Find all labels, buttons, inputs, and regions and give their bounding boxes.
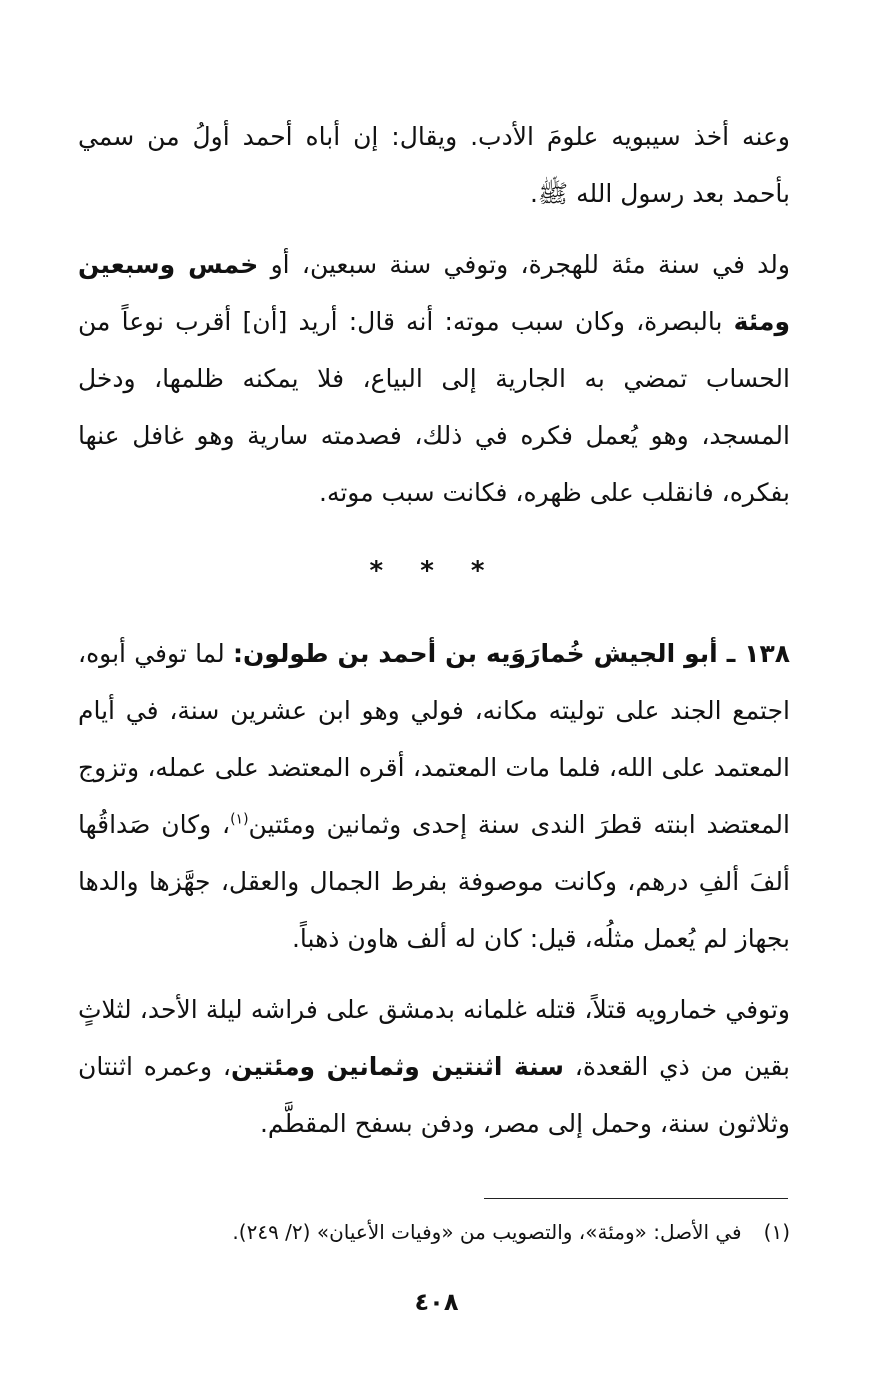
section-separator: * * *: [369, 556, 499, 586]
entry-138: [78, 625, 790, 967]
entry-text: لما توفي أبوه، اجتمع الجند على توليته مكانه، فولي وهو ابن عشرين سنة، في أيام المعتمد على الله، فلما مات المعتمد، أقره المعتضد على عمله، وتزوج المعتضد ابنته قطرَ الندى سنة إحدى وثمانين ومئتين: [78, 639, 790, 839]
paragraph-death: [78, 236, 790, 521]
footnote: [78, 1212, 790, 1252]
paragraph-sibawayh: [78, 108, 790, 222]
paragraph-segment-bold: خمس وسبعين ومئة: [78, 250, 790, 336]
paragraph-segment: وتوفي خمارويه قتلاً، قتله غلمانه بدمشق على فراشه ليلة الأحد، لثلاثٍ بقين من ذي القعدة،: [78, 995, 790, 1081]
paragraph-segment: بالبصرة، وكان سبب موته: أنه قال: أريد [أن] أقرب نوعاً من الحساب تمضي به الجارية إلى البياع، فلا يمكنه ظلمها، ودخل المسجد، وهو يُعمل فكره في ذلك، فصدمته سارية وهو غافل عنها بفكره، فانقلب على ظهره، فكانت سبب موته.: [78, 307, 790, 507]
paragraph-segment: ولد في سنة مئة للهجرة، وتوفي سنة سبعين، أو: [258, 250, 790, 279]
paragraph-segment: ، وعمره اثنتان وثلاثون سنة، وحمل إلى مصر، ودفن بسفح المقطَّم.: [78, 1052, 790, 1138]
entry-text: ، وكان صَداقُها ألفَ ألفِ درهم، وكانت موصوفة بفرط الجمال والعقل، جهَّزها والدها بجهاز لم يُعمل مثلُه، قيل: كان له ألف هاون ذهباً.: [78, 810, 790, 953]
paragraph-khumarawayh-death: [78, 981, 790, 1152]
paragraph-segment: وعنه أخذ سيبويه علومَ الأدب. ويقال: إن أباه أحمد أولُ من سمي بأحمد بعد رسول الله ﷺ.: [78, 122, 790, 208]
entry-heading: ١٣٨ ـ أبو الجيش خُمارَوَيه بن أحمد بن طولون:: [232, 639, 790, 668]
footnote-reference: (١): [230, 811, 249, 828]
footnote-number: (١): [763, 1220, 790, 1244]
footnote-divider: [484, 1198, 788, 1199]
page-number: ٤٠٨: [414, 1288, 459, 1316]
footnote-text: في الأصل: «ومئة»، والتصويب من «وفيات الأعيان» (٢/ ٢٤٩).: [232, 1220, 742, 1244]
paragraph-segment-bold: سنة اثنتين وثمانين ومئتين: [230, 1052, 564, 1081]
page-body: [78, 108, 790, 1152]
